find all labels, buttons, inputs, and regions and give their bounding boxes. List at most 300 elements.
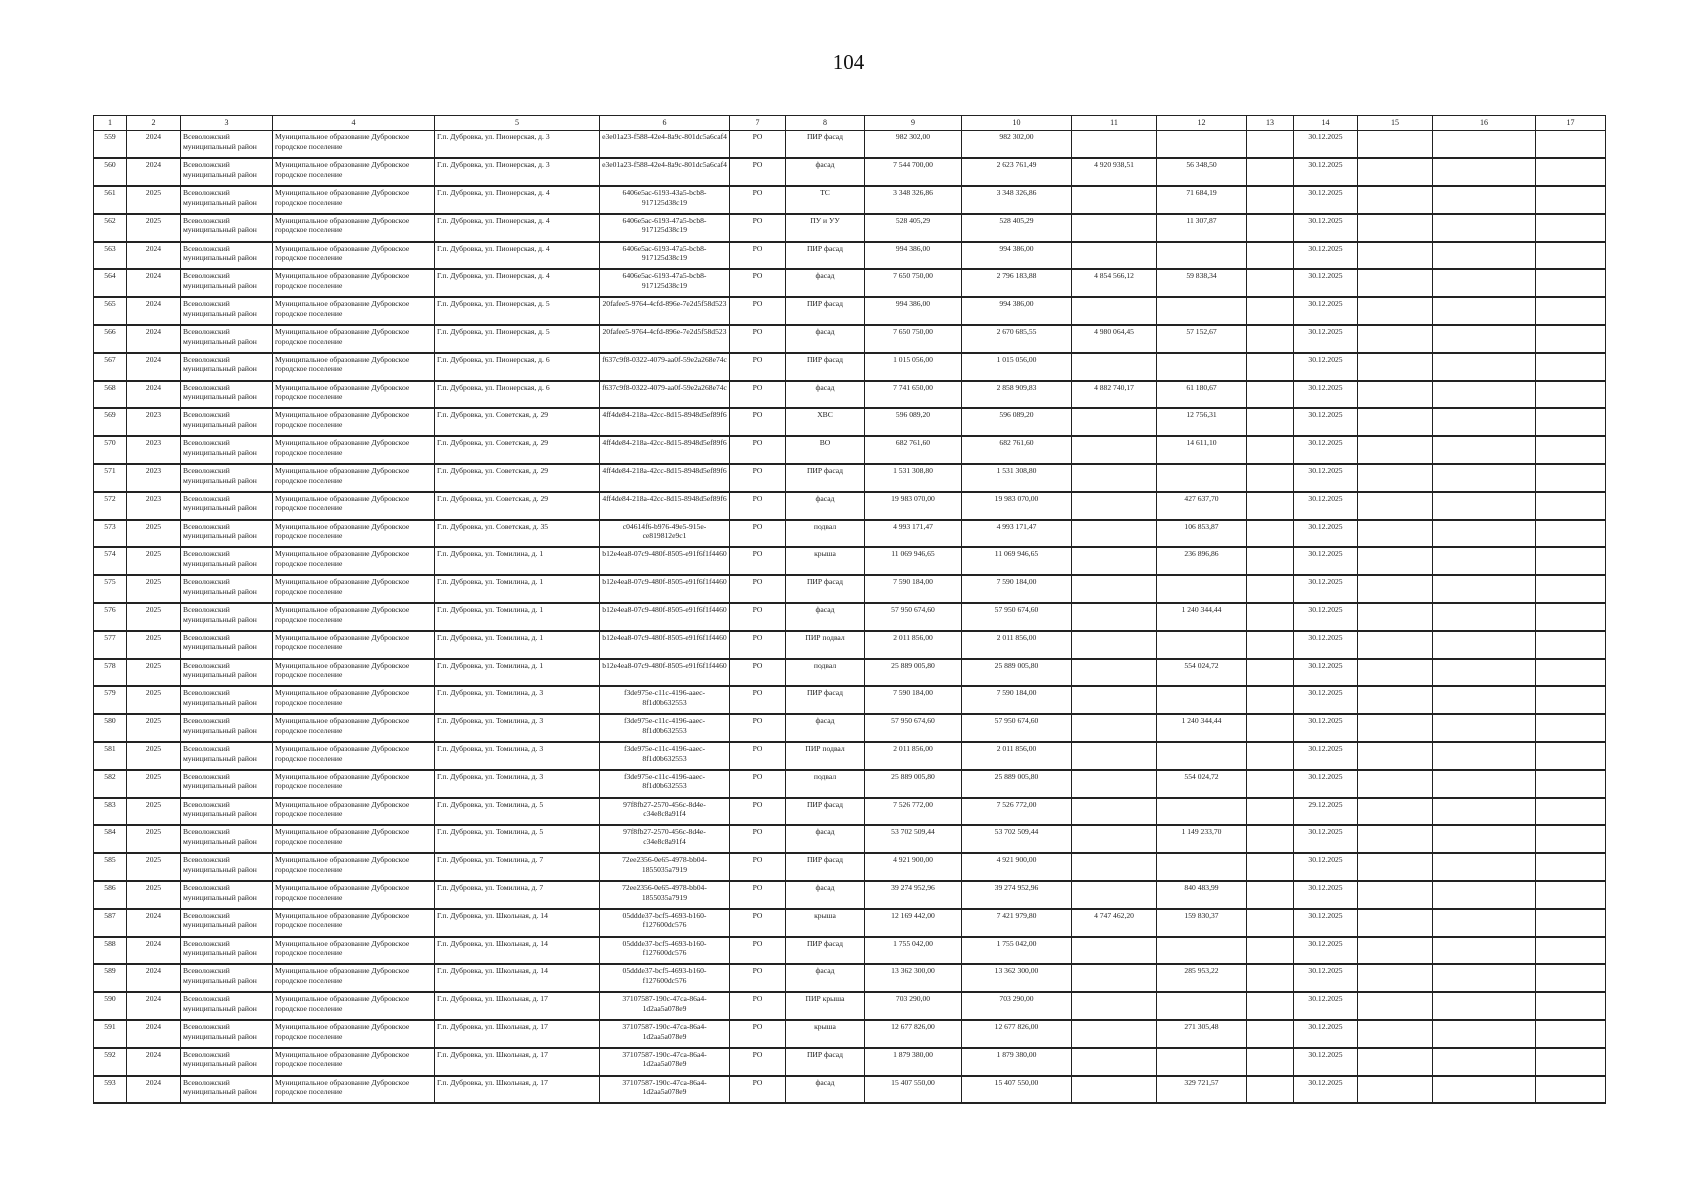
table-cell: 285 953,22 — [1157, 964, 1247, 992]
table-cell: 11 069 946,65 — [865, 547, 962, 575]
table-row — [94, 131, 1606, 159]
table-cell: ВО — [786, 436, 865, 464]
table-cell: 2 670 685,55 — [962, 325, 1072, 353]
table-cell: 571 — [94, 464, 127, 492]
table-cell — [1247, 937, 1294, 965]
table-cell — [1433, 853, 1536, 881]
column-header: 4 — [273, 116, 435, 131]
table-cell: ПИР подвал — [786, 742, 865, 770]
table-cell: 37107587-190c-47ca-86a4-1d2aa5a078e9 — [600, 1020, 730, 1048]
table-cell — [1072, 353, 1157, 381]
table-cell: 1 531 308,80 — [962, 464, 1072, 492]
table-cell: 71 684,19 — [1157, 186, 1247, 214]
table-cell: Муниципальное образование Дубровское городское поселение — [273, 547, 435, 575]
table-row — [94, 214, 1606, 242]
table-cell: 580 — [94, 714, 127, 742]
table-cell — [1433, 464, 1536, 492]
table-cell: 7 590 184,00 — [865, 575, 962, 603]
table-cell: 559 — [94, 131, 127, 159]
table-cell: 56 348,50 — [1157, 158, 1247, 186]
table-row — [94, 325, 1606, 353]
table-cell: f3de975e-c11c-4196-aaec-8f1d0b632553 — [600, 714, 730, 742]
table-cell: 3 348 326,86 — [962, 186, 1072, 214]
table-cell: РО — [730, 186, 786, 214]
table-cell: 528 405,29 — [962, 214, 1072, 242]
table-cell: 2 011 856,00 — [865, 631, 962, 659]
table-cell: Муниципальное образование Дубровское городское поселение — [273, 881, 435, 909]
table-row — [94, 492, 1606, 520]
table-row — [94, 631, 1606, 659]
table-cell: Всеволожский муниципальный район — [181, 131, 273, 159]
table-row — [94, 520, 1606, 548]
table-cell: Г.п. Дубровка, ул. Школьная, д. 14 — [435, 937, 600, 965]
table-cell: Всеволожский муниципальный район — [181, 937, 273, 965]
table-cell — [1157, 853, 1247, 881]
table-cell: Г.п. Дубровка, ул. Томилина, д. 1 — [435, 547, 600, 575]
table-cell: Муниципальное образование Дубровское городское поселение — [273, 269, 435, 297]
table-cell: 592 — [94, 1048, 127, 1076]
column-header: 10 — [962, 116, 1072, 131]
table-cell: РО — [730, 992, 786, 1020]
table-cell: 12 756,31 — [1157, 408, 1247, 436]
table-cell — [1157, 297, 1247, 325]
table-cell: 271 305,48 — [1157, 1020, 1247, 1048]
table-cell: Г.п. Дубровка, ул. Пионерская, д. 5 — [435, 297, 600, 325]
table-cell: Муниципальное образование Дубровское городское поселение — [273, 492, 435, 520]
table-row — [94, 714, 1606, 742]
table-cell — [1358, 1076, 1433, 1104]
table-cell — [1072, 520, 1157, 548]
table-cell: Муниципальное образование Дубровское городское поселение — [273, 464, 435, 492]
table-cell: Муниципальное образование Дубровское городское поселение — [273, 1076, 435, 1104]
table-cell: 59 838,34 — [1157, 269, 1247, 297]
table-cell: 11 069 946,65 — [962, 547, 1072, 575]
table-row — [94, 937, 1606, 965]
table-cell: Всеволожский муниципальный район — [181, 408, 273, 436]
table-cell: ПИР подвал — [786, 631, 865, 659]
table-cell — [1247, 381, 1294, 409]
table-cell — [1247, 575, 1294, 603]
table-cell — [1536, 686, 1606, 714]
table-cell: Г.п. Дубровка, ул. Школьная, д. 17 — [435, 1076, 600, 1104]
table-cell: Всеволожский муниципальный район — [181, 325, 273, 353]
table-cell: Г.п. Дубровка, ул. Советская, д. 29 — [435, 436, 600, 464]
table-cell: Всеволожский муниципальный район — [181, 1076, 273, 1104]
table-cell: 30.12.2025 — [1294, 547, 1358, 575]
table-cell — [1433, 770, 1536, 798]
table-cell — [1072, 186, 1157, 214]
table-cell: 30.12.2025 — [1294, 575, 1358, 603]
table-cell — [1072, 131, 1157, 159]
table-cell — [1157, 798, 1247, 826]
table-cell: 97f8fb27-2570-456c-8d4e-c34e8c8a91f4 — [600, 798, 730, 826]
table-cell: крыша — [786, 547, 865, 575]
table-cell: Г.п. Дубровка, ул. Школьная, д. 17 — [435, 1048, 600, 1076]
table-cell: Г.п. Дубровка, ул. Пионерская, д. 3 — [435, 131, 600, 159]
table-row — [94, 964, 1606, 992]
table-cell — [1247, 659, 1294, 687]
table-cell: Муниципальное образование Дубровское городское поселение — [273, 770, 435, 798]
table-cell: Муниципальное образование Дубровское городское поселение — [273, 242, 435, 270]
table-cell: 30.12.2025 — [1294, 937, 1358, 965]
table-cell: 574 — [94, 547, 127, 575]
table-cell: f637c9f8-0322-4079-aa0f-59e2a268e74c — [600, 353, 730, 381]
table-cell: 05ddde37-bcf5-4693-b160-f127600dc576 — [600, 964, 730, 992]
table-cell: b12e4ea8-07c9-480f-8505-e91f6f1f4460 — [600, 631, 730, 659]
table-cell — [1433, 1076, 1536, 1104]
table-cell — [1536, 492, 1606, 520]
table-cell — [1536, 909, 1606, 937]
table-cell: 1 240 344,44 — [1157, 603, 1247, 631]
table-cell — [1433, 742, 1536, 770]
table-cell: 4 921 900,00 — [962, 853, 1072, 881]
table-cell: 570 — [94, 436, 127, 464]
table-cell: 30.12.2025 — [1294, 1020, 1358, 1048]
table-cell — [1072, 659, 1157, 687]
table-cell — [1433, 1020, 1536, 1048]
table-cell — [1247, 408, 1294, 436]
column-header: 11 — [1072, 116, 1157, 131]
table-cell: 1 240 344,44 — [1157, 714, 1247, 742]
table-cell: РО — [730, 659, 786, 687]
table-cell — [1433, 686, 1536, 714]
table-cell: 53 702 509,44 — [962, 825, 1072, 853]
table-row — [94, 686, 1606, 714]
table-cell — [1358, 353, 1433, 381]
table-row — [94, 881, 1606, 909]
table-cell: 97f8fb27-2570-456c-8d4e-c34e8c8a91f4 — [600, 825, 730, 853]
table-cell: Муниципальное образование Дубровское городское поселение — [273, 408, 435, 436]
table-cell — [1358, 381, 1433, 409]
table-cell: 30.12.2025 — [1294, 853, 1358, 881]
table-cell — [1433, 381, 1536, 409]
table-cell: Всеволожский муниципальный район — [181, 242, 273, 270]
table-cell: 30.12.2025 — [1294, 1076, 1358, 1104]
table-cell: ПИР фасад — [786, 575, 865, 603]
table-cell: РО — [730, 547, 786, 575]
table-cell: 982 302,00 — [865, 131, 962, 159]
table-cell: Всеволожский муниципальный район — [181, 798, 273, 826]
table-cell: 05ddde37-bcf5-4693-b160-f127600dc576 — [600, 937, 730, 965]
table-cell — [1358, 269, 1433, 297]
table-cell — [1358, 992, 1433, 1020]
table-cell: 568 — [94, 381, 127, 409]
table-cell: 2023 — [127, 464, 181, 492]
table-cell: Г.п. Дубровка, ул. Томилина, д. 5 — [435, 825, 600, 853]
table-cell: 30.12.2025 — [1294, 297, 1358, 325]
table-cell — [1536, 714, 1606, 742]
table-cell — [1247, 464, 1294, 492]
table-cell: РО — [730, 1020, 786, 1048]
table-cell: Г.п. Дубровка, ул. Томилина, д. 3 — [435, 714, 600, 742]
table-cell: Всеволожский муниципальный район — [181, 464, 273, 492]
table-cell — [1072, 492, 1157, 520]
table-cell: Всеволожский муниципальный район — [181, 353, 273, 381]
table-cell: 596 089,20 — [962, 408, 1072, 436]
table-cell: Муниципальное образование Дубровское городское поселение — [273, 325, 435, 353]
table-cell: 236 896,86 — [1157, 547, 1247, 575]
table-cell: Муниципальное образование Дубровское городское поселение — [273, 214, 435, 242]
table-cell: 30.12.2025 — [1294, 381, 1358, 409]
table-cell: e3e01a23-f588-42e4-8a9c-801dc5a6caf4 — [600, 158, 730, 186]
table-cell: 20fafee5-9764-4cfd-896e-7e2d5f58d523 — [600, 297, 730, 325]
table-cell: 12 677 826,00 — [865, 1020, 962, 1048]
table-cell: 72ee2356-0e65-4978-bb04-1855035a7919 — [600, 881, 730, 909]
table-cell: 20fafee5-9764-4cfd-896e-7e2d5f58d523 — [600, 325, 730, 353]
table-cell: ПИР фасад — [786, 464, 865, 492]
table-cell: 554 024,72 — [1157, 659, 1247, 687]
table-cell: Муниципальное образование Дубровское городское поселение — [273, 297, 435, 325]
table-cell: Всеволожский муниципальный район — [181, 825, 273, 853]
column-header: 6 — [600, 116, 730, 131]
table-cell: РО — [730, 742, 786, 770]
table-cell — [1536, 964, 1606, 992]
table-cell: 30.12.2025 — [1294, 214, 1358, 242]
table-cell: Г.п. Дубровка, ул. Томилина, д. 7 — [435, 881, 600, 909]
table-cell — [1358, 214, 1433, 242]
table-cell: 2024 — [127, 269, 181, 297]
table-cell: 2024 — [127, 1020, 181, 1048]
table-cell — [1536, 881, 1606, 909]
table-cell: 6406e5ac-6193-47a5-bcb8-917125d38c19 — [600, 214, 730, 242]
table-cell: 1 149 233,70 — [1157, 825, 1247, 853]
table-cell: Г.п. Дубровка, ул. Томилина, д. 3 — [435, 770, 600, 798]
table-cell — [1536, 1076, 1606, 1104]
table-cell: 562 — [94, 214, 127, 242]
table-cell: Г.п. Дубровка, ул. Томилина, д. 1 — [435, 659, 600, 687]
table-cell: Всеволожский муниципальный район — [181, 186, 273, 214]
table-cell — [1433, 1048, 1536, 1076]
table-cell: 1 755 042,00 — [962, 937, 1072, 965]
table-cell: 30.12.2025 — [1294, 714, 1358, 742]
table-cell — [1157, 353, 1247, 381]
table-cell: 7 650 750,00 — [865, 269, 962, 297]
table-cell: 19 983 070,00 — [865, 492, 962, 520]
table-cell: 30.12.2025 — [1294, 992, 1358, 1020]
table-cell: РО — [730, 937, 786, 965]
table-cell: крыша — [786, 909, 865, 937]
table-cell: Всеволожский муниципальный район — [181, 575, 273, 603]
table-cell: 682 761,60 — [962, 436, 1072, 464]
table-cell: ПИР фасад — [786, 798, 865, 826]
table-cell: 329 721,57 — [1157, 1076, 1247, 1104]
table-cell: 25 889 005,80 — [962, 770, 1072, 798]
table-cell: e3e01a23-f588-42e4-8a9c-801dc5a6caf4 — [600, 131, 730, 159]
table-cell: 703 290,00 — [865, 992, 962, 1020]
table-cell: 2025 — [127, 547, 181, 575]
column-header: 16 — [1433, 116, 1536, 131]
table-cell — [1358, 520, 1433, 548]
table-cell: Всеволожский муниципальный район — [181, 1048, 273, 1076]
column-header: 15 — [1358, 116, 1433, 131]
table-cell: 159 830,37 — [1157, 909, 1247, 937]
table-cell — [1536, 631, 1606, 659]
table-cell: 579 — [94, 686, 127, 714]
table-cell: Муниципальное образование Дубровское городское поселение — [273, 186, 435, 214]
table-cell: 563 — [94, 242, 127, 270]
table-cell: 30.12.2025 — [1294, 242, 1358, 270]
page-number: 104 — [832, 50, 865, 74]
table-row — [94, 770, 1606, 798]
table-cell — [1433, 158, 1536, 186]
table-cell: 11 307,87 — [1157, 214, 1247, 242]
table-cell: фасад — [786, 158, 865, 186]
column-header: 12 — [1157, 116, 1247, 131]
table-cell: 1 879 380,00 — [865, 1048, 962, 1076]
table-cell: b12e4ea8-07c9-480f-8505-e91f6f1f4460 — [600, 603, 730, 631]
table-cell: РО — [730, 325, 786, 353]
table-cell: 30.12.2025 — [1294, 520, 1358, 548]
table-cell: 4 993 171,47 — [865, 520, 962, 548]
table-cell: 2025 — [127, 714, 181, 742]
table-cell — [1247, 992, 1294, 1020]
column-header: 14 — [1294, 116, 1358, 131]
table-cell: 13 362 300,00 — [962, 964, 1072, 992]
table-cell: 587 — [94, 909, 127, 937]
table-cell — [1072, 853, 1157, 881]
table-cell: 2025 — [127, 631, 181, 659]
table-row — [94, 408, 1606, 436]
table-cell: РО — [730, 520, 786, 548]
table-cell — [1358, 659, 1433, 687]
table-cell: 4 854 566,12 — [1072, 269, 1157, 297]
table-cell: 2 011 856,00 — [865, 742, 962, 770]
table-cell — [1536, 242, 1606, 270]
table-cell: 30.12.2025 — [1294, 158, 1358, 186]
table-cell: 30.12.2025 — [1294, 269, 1358, 297]
table-cell — [1072, 881, 1157, 909]
table-cell: Г.п. Дубровка, ул. Томилина, д. 3 — [435, 742, 600, 770]
table-cell — [1247, 909, 1294, 937]
table-cell: ПИР фасад — [786, 1048, 865, 1076]
table-cell — [1157, 1048, 1247, 1076]
table-row — [94, 1048, 1606, 1076]
table-cell: f3de975e-c11c-4196-aaec-8f1d0b632553 — [600, 686, 730, 714]
table-cell: Муниципальное образование Дубровское городское поселение — [273, 158, 435, 186]
table-cell: 25 889 005,80 — [865, 659, 962, 687]
table-row — [94, 853, 1606, 881]
table-cell: Муниципальное образование Дубровское городское поселение — [273, 381, 435, 409]
table-cell: 30.12.2025 — [1294, 770, 1358, 798]
table-cell: 30.12.2025 — [1294, 964, 1358, 992]
table-cell: 29.12.2025 — [1294, 798, 1358, 826]
table-row — [94, 297, 1606, 325]
table-cell — [1157, 937, 1247, 965]
table-cell: 1 531 308,80 — [865, 464, 962, 492]
table-cell — [1358, 631, 1433, 659]
table-cell: 582 — [94, 770, 127, 798]
table-cell: 6406e5ac-6193-47a5-bcb8-917125d38c19 — [600, 269, 730, 297]
table-cell — [1536, 131, 1606, 159]
table-cell — [1433, 575, 1536, 603]
table-cell: Всеволожский муниципальный район — [181, 520, 273, 548]
table-cell — [1358, 158, 1433, 186]
table-cell — [1358, 492, 1433, 520]
table-cell: фасад — [786, 964, 865, 992]
table-cell: 30.12.2025 — [1294, 659, 1358, 687]
table-cell — [1072, 714, 1157, 742]
table-cell: 561 — [94, 186, 127, 214]
table-cell — [1072, 297, 1157, 325]
table-cell: 30.12.2025 — [1294, 631, 1358, 659]
table-cell: Муниципальное образование Дубровское городское поселение — [273, 798, 435, 826]
table-cell: Г.п. Дубровка, ул. Советская, д. 29 — [435, 492, 600, 520]
table-cell: РО — [730, 631, 786, 659]
table-cell: РО — [730, 464, 786, 492]
table-cell: 4 993 171,47 — [962, 520, 1072, 548]
table-cell — [1358, 547, 1433, 575]
table-cell: Всеволожский муниципальный район — [181, 964, 273, 992]
table-cell: 2023 — [127, 408, 181, 436]
table-cell — [1536, 770, 1606, 798]
data-table — [93, 115, 1606, 1104]
table-cell: 2023 — [127, 436, 181, 464]
table-cell: Муниципальное образование Дубровское городское поселение — [273, 686, 435, 714]
table-cell — [1072, 742, 1157, 770]
table-cell: 15 407 550,00 — [962, 1076, 1072, 1104]
table-cell: Всеволожский муниципальный район — [181, 547, 273, 575]
table-cell: Г.п. Дубровка, ул. Пионерская, д. 6 — [435, 381, 600, 409]
table-cell: Всеволожский муниципальный район — [181, 158, 273, 186]
column-header: 13 — [1247, 116, 1294, 131]
table-cell: подвал — [786, 770, 865, 798]
table-row — [94, 269, 1606, 297]
table-cell: b12e4ea8-07c9-480f-8505-e91f6f1f4460 — [600, 547, 730, 575]
table-cell: РО — [730, 1076, 786, 1104]
table-cell — [1358, 825, 1433, 853]
table-cell — [1358, 408, 1433, 436]
table-cell: фасад — [786, 603, 865, 631]
table-cell — [1536, 1048, 1606, 1076]
table-cell — [1536, 603, 1606, 631]
table-cell: РО — [730, 158, 786, 186]
table-cell: 7 590 184,00 — [962, 575, 1072, 603]
table-cell: РО — [730, 1048, 786, 1076]
table-cell: 572 — [94, 492, 127, 520]
column-header: 2 — [127, 116, 181, 131]
table-cell — [1247, 1076, 1294, 1104]
table-cell: Г.п. Дубровка, ул. Советская, д. 29 — [435, 408, 600, 436]
table-cell — [1536, 520, 1606, 548]
table-cell — [1358, 131, 1433, 159]
table-cell: 4ff4de84-218a-42cc-8d15-8948d5ef89f6 — [600, 492, 730, 520]
table-cell — [1247, 158, 1294, 186]
table-cell: Муниципальное образование Дубровское городское поселение — [273, 825, 435, 853]
table-cell: фасад — [786, 1076, 865, 1104]
table-cell: РО — [730, 575, 786, 603]
table-cell — [1247, 547, 1294, 575]
table-cell — [1072, 464, 1157, 492]
table-cell: Всеволожский муниципальный район — [181, 770, 273, 798]
table-cell: Муниципальное образование Дубровское городское поселение — [273, 909, 435, 937]
table-cell — [1247, 714, 1294, 742]
table-cell: Муниципальное образование Дубровское городское поселение — [273, 937, 435, 965]
table-cell: 4 920 938,51 — [1072, 158, 1157, 186]
table-cell: Всеволожский муниципальный район — [181, 1020, 273, 1048]
table-cell: фасад — [786, 269, 865, 297]
table-cell: 30.12.2025 — [1294, 881, 1358, 909]
table-cell: 427 637,70 — [1157, 492, 1247, 520]
table-cell: Г.п. Дубровка, ул. Пионерская, д. 4 — [435, 269, 600, 297]
table-cell: ТС — [786, 186, 865, 214]
table-cell — [1433, 492, 1536, 520]
table-cell: 7 526 772,00 — [962, 798, 1072, 826]
table-cell — [1433, 909, 1536, 937]
table-cell: 7 650 750,00 — [865, 325, 962, 353]
table-cell — [1157, 686, 1247, 714]
table-cell — [1433, 214, 1536, 242]
table-cell: 37107587-190c-47ca-86a4-1d2aa5a078e9 — [600, 1076, 730, 1104]
